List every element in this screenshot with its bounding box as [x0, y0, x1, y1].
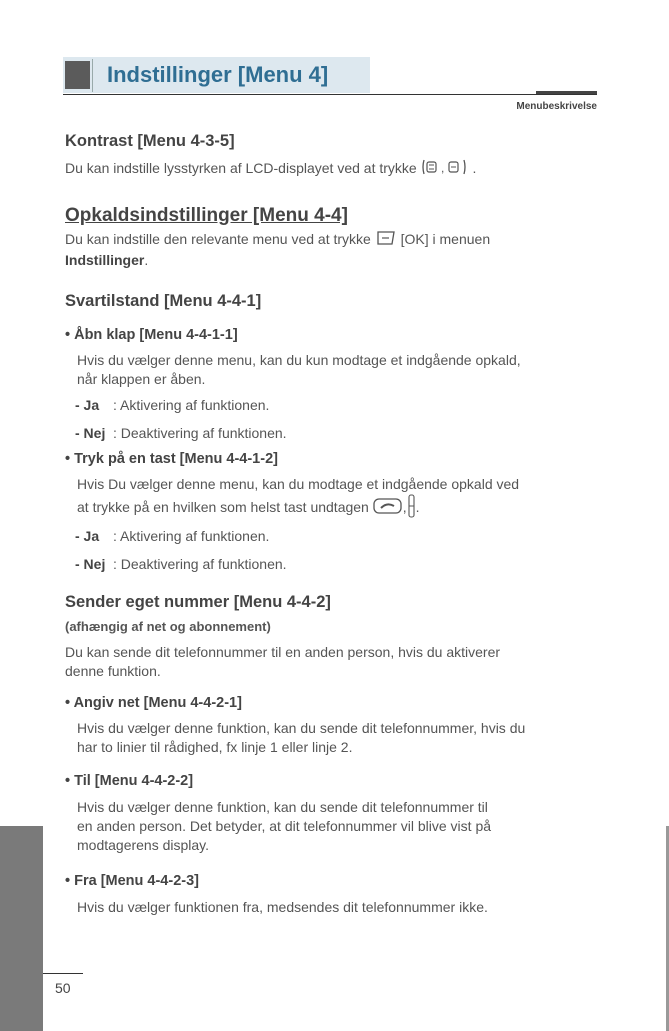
title-square-marker — [65, 61, 90, 89]
aabn-klap-ja — [75, 397, 269, 413]
kontrast-text — [65, 158, 476, 181]
aabn-klap-title: • Åbn klap [Menu 4-4-1-1] — [65, 327, 238, 343]
tryk-tast-title: • Tryk på en tast [Menu 4-4-1-2] — [65, 451, 278, 467]
sender-subheading: (afhængig af net og abonnement) — [65, 619, 271, 634]
aabn-klap-nej — [75, 425, 287, 441]
sender-line1: Du kan sende dit telefonnummer til en anden person, hvis du aktiverer — [65, 644, 501, 660]
fra-desc — [77, 898, 488, 917]
end-key-icon — [373, 497, 403, 520]
ok-softkey-icon — [375, 230, 397, 251]
kontrast-text-end: . — [472, 160, 477, 177]
side-key-icon — [407, 494, 416, 523]
running-head: Menubeskrivelse — [516, 101, 597, 112]
option-text: : Deaktivering af funktionen. — [113, 556, 287, 572]
tryk-tast-line2-end: . — [415, 499, 420, 516]
opkald-text-before: Du kan indstille den relevante menu ved at trykke — [65, 231, 371, 248]
title-divider — [92, 59, 93, 92]
fra-title: • Fra [Menu 4-4-2-3] — [65, 873, 199, 889]
tryk-tast-nej — [75, 556, 287, 572]
svartilstand-heading: Svartilstand [Menu 4-4-1] — [65, 292, 262, 310]
option-label: - Ja — [75, 397, 100, 413]
til-desc — [77, 798, 491, 855]
til-line2: en anden person. Det betyder, at dit telefonnummer vil blive vist på — [77, 818, 492, 834]
aabn-klap-desc — [77, 351, 521, 389]
option-text: : Aktivering af funktionen. — [113, 397, 270, 413]
option-text: : Deaktivering af funktionen. — [113, 425, 287, 441]
til-title: • Til [Menu 4-4-2-2] — [65, 773, 194, 789]
tryk-tast-line1: Hvis Du vælger denne menu, kan du modtage et indgående opkald ved — [77, 476, 520, 492]
til-line1: Hvis du vælger denne funktion, kan du sende dit telefonnummer til — [77, 799, 488, 815]
option-label: - Ja — [75, 528, 100, 544]
option-label: - Nej — [75, 425, 106, 441]
option-label: - Nej — [75, 556, 106, 572]
sender-line2: denne funktion. — [65, 663, 161, 679]
option-text: : Aktivering af funktionen. — [113, 528, 270, 544]
tryk-tast-line2: at trykke på en hvilken som helst tast undtagen — [77, 499, 369, 516]
angiv-line1: Hvis du vælger denne funktion, kan du sende dit telefonnummer, hvis du — [77, 720, 526, 736]
kontrast-heading: Kontrast [Menu 4-3-5] — [65, 132, 235, 150]
svg-text:,: , — [440, 161, 444, 175]
angiv-net-title: • Angiv net [Menu 4-4-2-1] — [65, 695, 242, 711]
page-number-rule — [43, 973, 83, 974]
opkald-text — [65, 230, 585, 270]
aabn-klap-line1: Hvis du vælger denne menu, kan du kun modtage et indgående opkald, — [77, 352, 521, 368]
kontrast-text-main: Du kan indstille lysstyrken af LCD-displayet ved at trykke — [65, 160, 417, 177]
opkald-text-end: . — [144, 252, 149, 268]
side-thumb-tab — [0, 826, 43, 1031]
opkald-bold-word: Indstillinger — [65, 252, 145, 268]
til-line3: modtagerens display. — [77, 837, 210, 853]
opkald-text-after: [OK] i menuen — [400, 231, 491, 248]
page-title: Indstillinger [Menu 4] — [107, 62, 329, 87]
volume-keys-icon — [421, 158, 469, 181]
sender-heading: Sender eget nummer [Menu 4-4-2] — [65, 593, 331, 611]
opkald-heading: Opkaldsindstillinger [Menu 4-4] — [65, 205, 348, 226]
sender-desc — [65, 643, 500, 681]
aabn-klap-line2: når klappen er åben. — [77, 371, 206, 387]
angiv-line2: har to linier til rådighed, fx linje 1 eller linje 2. — [77, 739, 353, 755]
angiv-net-desc — [77, 719, 525, 757]
header-rule-accent — [536, 91, 597, 94]
tryk-tast-desc: Hvis Du vælger denne menu, kan du modtage et indgående opkald ved at trykke på en hvilken som helst tast undtagen , . — [77, 475, 519, 523]
header-rule — [63, 94, 597, 95]
fra-line1: Hvis du vælger funktionen fra, medsendes dit telefonnummer ikke. — [77, 899, 488, 915]
tryk-tast-ja — [75, 528, 269, 544]
page-number: 50 — [55, 980, 71, 996]
